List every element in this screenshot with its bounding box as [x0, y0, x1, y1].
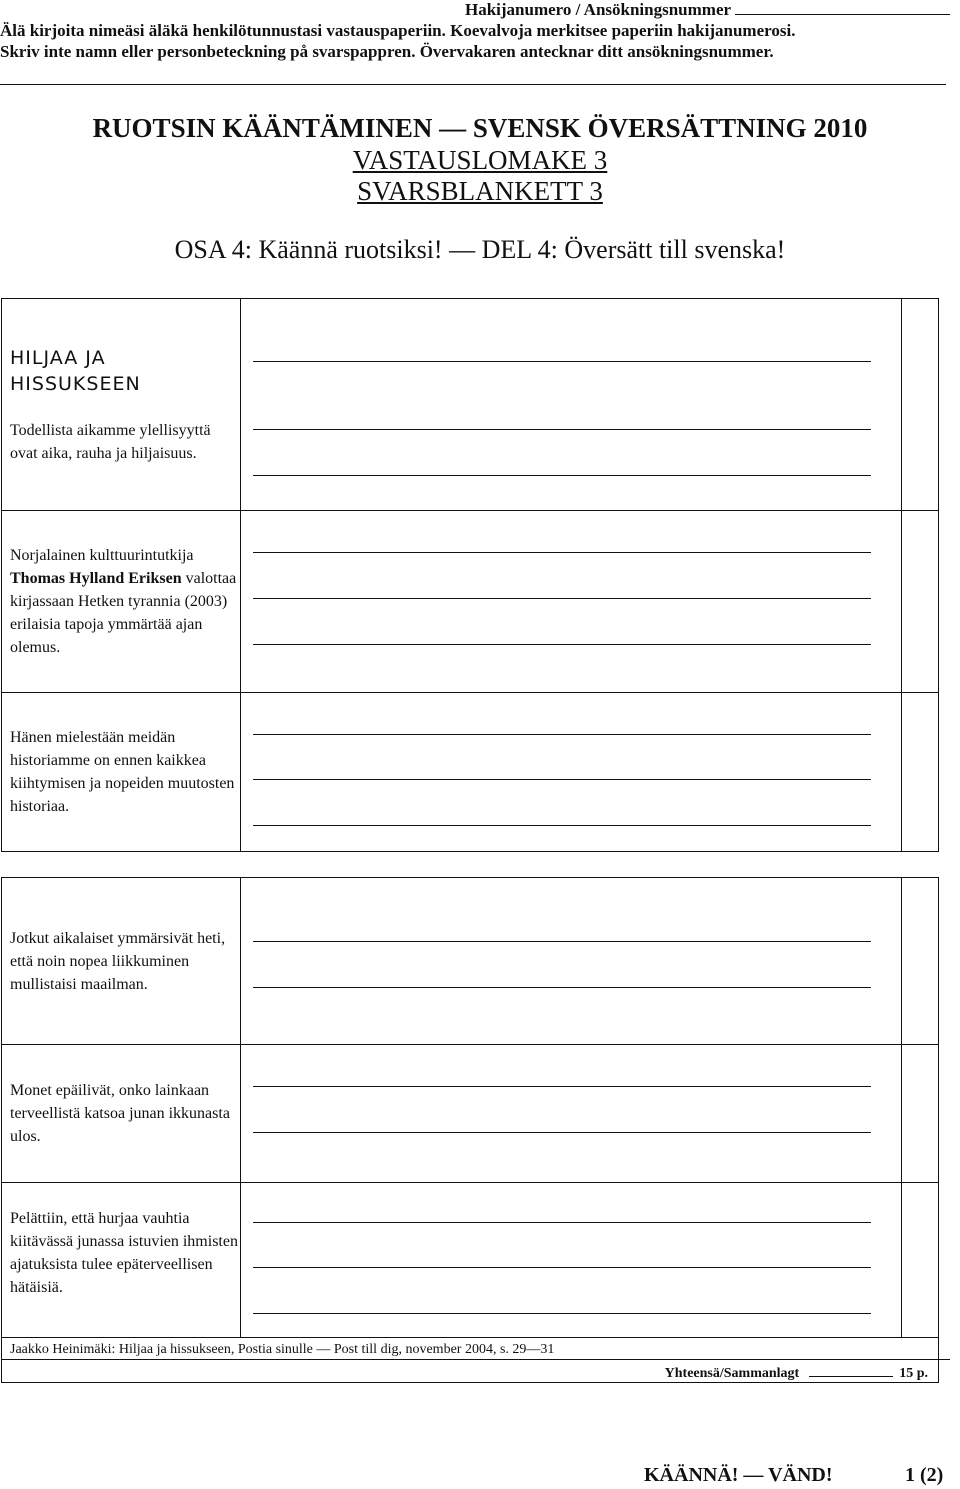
total-label: Yhteensä/Sammanlagt: [664, 1366, 800, 1381]
text-heading: [10, 345, 240, 397]
source-text: Norjalainen kulttuurintutkija: [10, 547, 194, 564]
answer-cell[interactable]: [241, 299, 902, 511]
translation-row: [2, 693, 939, 852]
total-score-blank[interactable]: [809, 1364, 893, 1377]
turn-over-notice: KÄÄNNÄ! — VÄND!: [644, 1464, 833, 1486]
score-cell: [902, 511, 939, 693]
source-cell: [2, 299, 241, 511]
translation-row: [2, 299, 939, 511]
answer-cell[interactable]: [241, 878, 902, 1045]
source-cell: [2, 1183, 241, 1338]
section-dash: —: [449, 235, 476, 264]
source-text-name: Thomas Hylland Eriksen: [10, 570, 182, 587]
source-cell: [2, 1045, 241, 1183]
answer-line[interactable]: [253, 779, 871, 780]
source-text: Jotkut aikalaiset ymmärsivät heti, että noin nopea liikkuminen mullistaisi maailman.: [10, 929, 226, 993]
translation-row: [2, 1045, 939, 1183]
instruction-fi: Älä kirjoita nimeäsi äläkä henkilötunnustasi vastauspaperiin. Koevalvoja merkitsee paperiin hakijanumerosi.: [0, 21, 796, 40]
exam-title: RUOTSIN KÄÄNTÄMINEN — SVENSK ÖVERSÄTTNING 2010: [92, 113, 868, 143]
source-cell: [2, 878, 241, 1045]
source-text: Monet epäilivät, onko lainkaan terveellistä katsoa junan ikkunasta ulos.: [10, 1082, 230, 1145]
form-title-fi: VASTAUSLOMAKE 3: [352, 145, 608, 175]
translation-table-2: [1, 877, 939, 1383]
score-cell: [902, 693, 939, 852]
answer-cell[interactable]: [241, 1183, 902, 1338]
answer-line[interactable]: [253, 987, 871, 988]
answer-cell[interactable]: [241, 693, 902, 852]
answer-cell[interactable]: [241, 511, 902, 693]
form-title-sv: SVARSBLANKETT 3: [357, 176, 603, 206]
answer-line[interactable]: [253, 1222, 871, 1223]
total-points: [665, 1364, 928, 1382]
answer-line[interactable]: [253, 734, 871, 735]
translation-table-1: [1, 298, 939, 852]
page-number: 1 (2): [905, 1464, 944, 1486]
source-reference: Jaakko Heinimäki: Hiljaa ja hissukseen, Postia sinulle — Post till dig, november 2004, s. 29—31: [10, 1342, 555, 1357]
translation-row: [2, 878, 939, 1045]
score-cell: [902, 1045, 939, 1183]
score-cell: [902, 299, 939, 511]
source-text: Pelättiin, että hurjaa vauhtia kiitävässä junassa istuvien ihmisten ajatuksista tulee epäterveellisen hätäisiä.: [10, 1210, 238, 1296]
score-cell: [902, 878, 939, 1045]
applicant-number-label: Hakijanumero / Ansökningsnummer: [464, 0, 731, 19]
source-text: Hänen mielestään meidän historiamme on ennen kaikkea kiihtymisen ja nopeiden muutosten historiaa.: [10, 729, 235, 815]
answer-line[interactable]: [253, 941, 871, 942]
instruction-sv: Skriv inte namn eller personbeteckning på svarspappren. Övervakaren antecknar ditt ansökningsnummer.: [0, 42, 774, 61]
translation-row: [2, 511, 939, 693]
score-cell: [902, 1183, 939, 1338]
answer-line[interactable]: [253, 1267, 871, 1268]
applicant-number-blank[interactable]: [735, 0, 950, 15]
source-and-total-cell: [2, 1338, 939, 1383]
section-heading: [0, 235, 960, 265]
answer-line[interactable]: [253, 1313, 871, 1314]
answer-line[interactable]: [253, 429, 871, 430]
reference-divider: [2, 1359, 950, 1360]
answer-line[interactable]: [253, 1086, 871, 1087]
source-text: Todellista aikamme ylellisyyttä ovat aika, rauha ja hiljaisuus.: [10, 421, 211, 462]
source-cell: [2, 693, 241, 852]
applicant-number-field: [465, 0, 950, 20]
text-heading-line2: HISSUKSEEN: [10, 372, 141, 395]
section-part-sv: DEL 4: Översätt till svenska!: [481, 235, 786, 264]
answer-line[interactable]: [253, 825, 871, 826]
source-text: valottaa kirjassaan Hetken tyrannia (2003) erilaisia tapoja ymmärtää ajan olemus.: [10, 570, 237, 656]
text-heading-line1: HILJAA JA: [10, 346, 106, 369]
section-part-fi: OSA 4: Käännä ruotsiksi!: [174, 235, 443, 264]
total-max-points: 15 p.: [899, 1366, 928, 1381]
answer-line[interactable]: [253, 552, 871, 553]
header-divider: [0, 84, 946, 85]
answer-line[interactable]: [253, 598, 871, 599]
answer-line[interactable]: [253, 644, 871, 645]
answer-line[interactable]: [253, 475, 871, 476]
answer-line[interactable]: [253, 1132, 871, 1133]
footer-row: [2, 1338, 939, 1383]
answer-line[interactable]: [253, 361, 871, 362]
source-cell: [2, 511, 241, 693]
answer-cell[interactable]: [241, 1045, 902, 1183]
translation-row: [2, 1183, 939, 1338]
